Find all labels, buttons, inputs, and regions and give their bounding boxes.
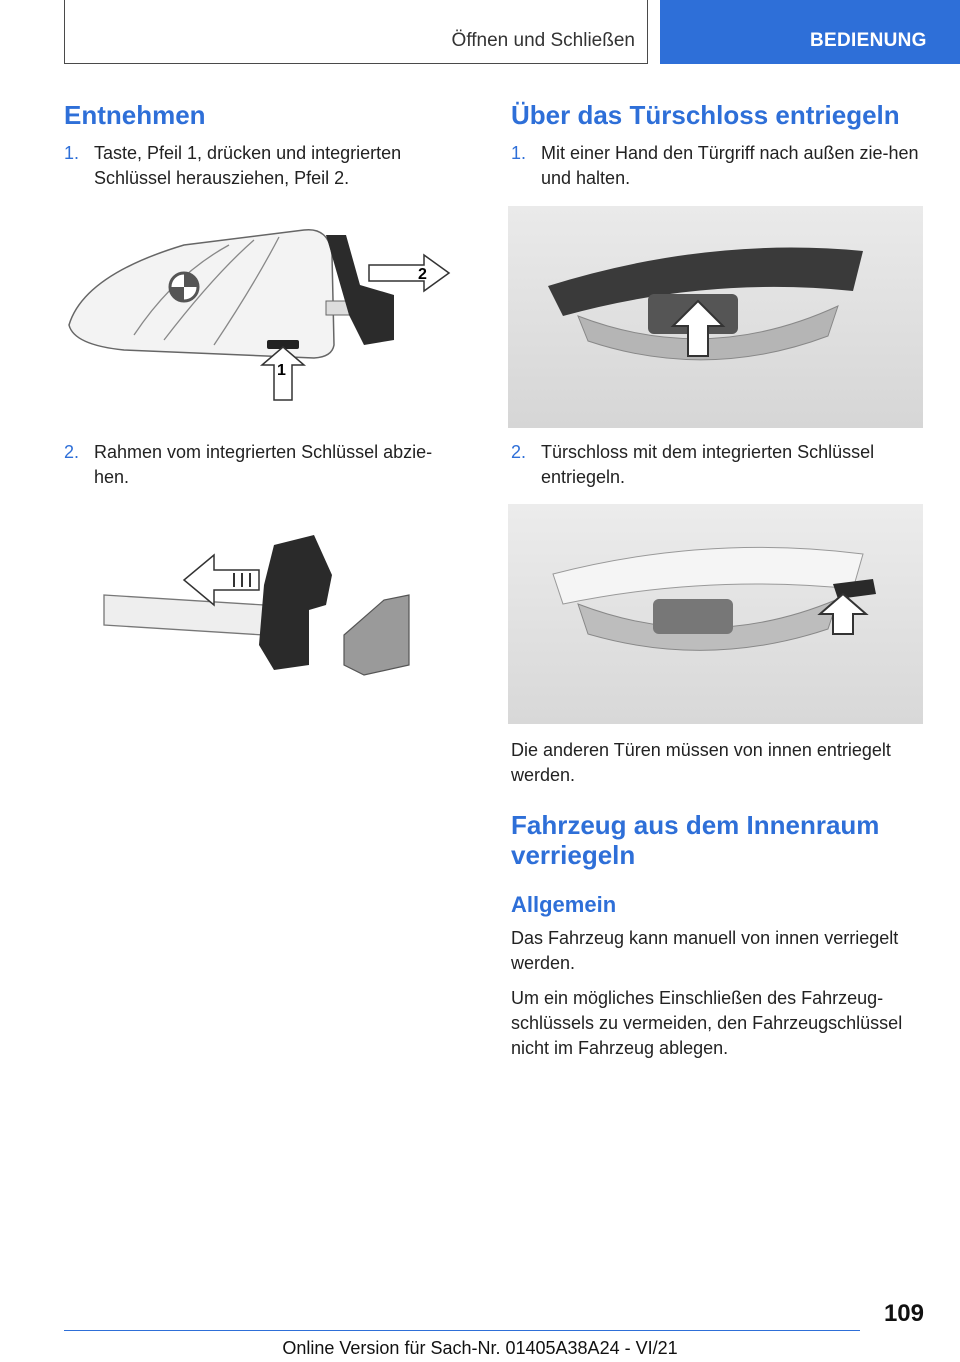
right-step-2: [511, 440, 923, 490]
right-column-step2: [511, 440, 923, 490]
left-column: [64, 100, 459, 191]
step-text: Taste, Pfeil 1, drücken und integrierten Schlüssel herausziehen, Pfeil 2.: [94, 143, 402, 189]
online-version-footer: Online Version für Sach-Nr. 01405A38A24 - VI/21: [282, 1338, 678, 1358]
door-handle-pull-illustration: [508, 206, 923, 428]
step-text: Türschloss mit dem integrierten Schlüssel entriegeln.: [541, 442, 875, 487]
door-lock-unlock-illustration: [508, 504, 923, 724]
step-number: 1.: [511, 143, 527, 164]
key-removal-illustration: [64, 215, 459, 405]
step-number: 2.: [511, 442, 527, 462]
manual-lock-paragraph: Das Fahrzeug kann manuell von innen verriegelt werden.: [511, 928, 899, 974]
section-heading-tuerschloss: Über das Türschloss entriegeln: [511, 100, 900, 130]
footer-divider: [64, 1330, 860, 1331]
key-warning-paragraph: Um ein mögliches Einschließen des Fahrzeug-schlüssels zu vermeiden, den Fahrzeugschlüssel nicht im Fahrzeug ablegen.: [511, 988, 903, 1059]
arrow-label-2: 2: [418, 266, 427, 283]
step-text: Mit einer Hand den Türgriff nach außen zie-hen und halten.: [541, 143, 919, 189]
arrow-label-1: 1: [277, 362, 286, 379]
page-number: 109: [883, 1300, 924, 1327]
other-doors-note: Die anderen Türen müssen von innen entriegelt werden.: [511, 740, 891, 785]
right-column: [511, 100, 923, 191]
chapter-title: Öffnen und Schließen: [451, 30, 635, 51]
frame-removal-illustration: [64, 525, 459, 685]
right-step-1: [511, 141, 923, 191]
step-text: Rahmen vom integrierten Schlüssel abzie-hen.: [94, 442, 433, 487]
header-chapter-box: [64, 0, 648, 64]
left-column-step2: [64, 440, 459, 490]
section-heading-entnehmen: Entnehmen: [64, 100, 206, 130]
section-tab-label: BEDIENUNG: [810, 30, 927, 51]
step-number: 2.: [64, 442, 80, 462]
subheading-allgemein: Allgemein: [511, 892, 617, 917]
left-step-1: [64, 141, 459, 191]
section-heading-innenraum: Fahrzeug aus dem Innenraum verriegeln: [511, 810, 880, 870]
step-number: 1.: [64, 143, 80, 164]
section-tab: [660, 0, 960, 64]
right-column-lower: [511, 738, 923, 1061]
left-step-2: [64, 440, 459, 490]
